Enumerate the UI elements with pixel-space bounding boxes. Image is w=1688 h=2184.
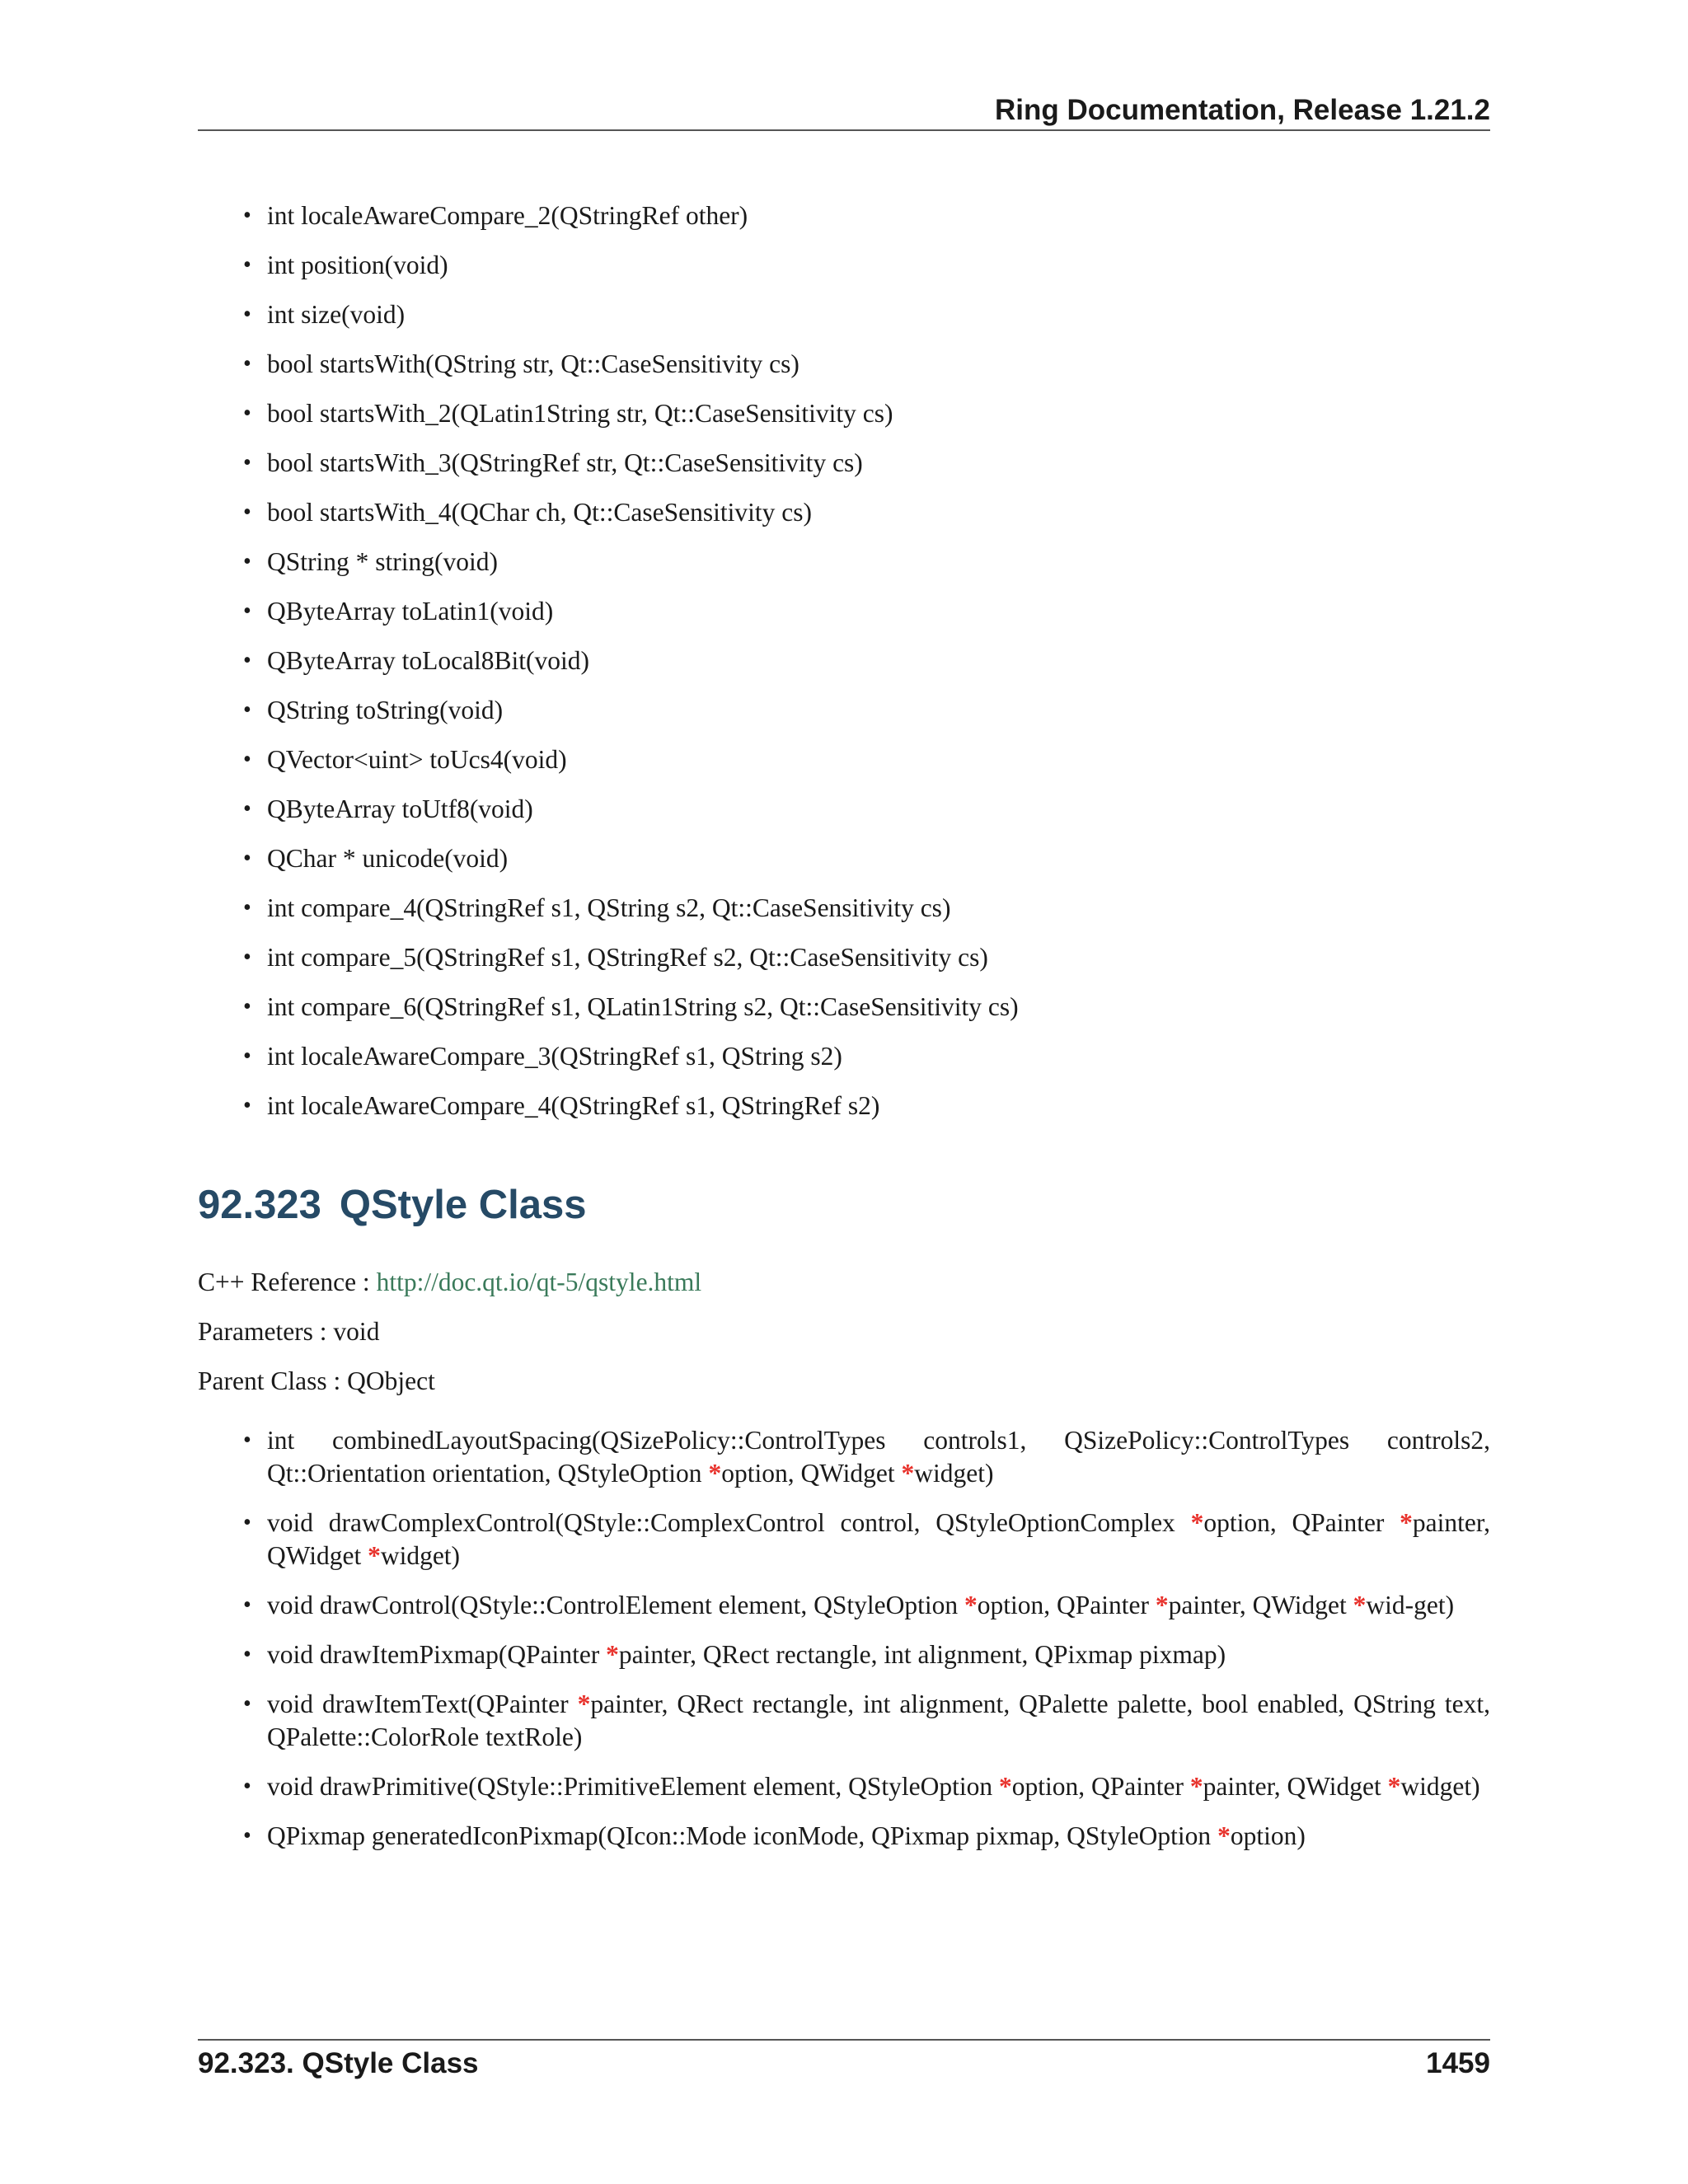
bullet-icon: • xyxy=(243,252,251,278)
method-signature: int size(void) xyxy=(267,300,406,329)
parent-class-line: Parent Class : QObject xyxy=(198,1366,435,1395)
bullet-icon: • xyxy=(243,994,251,1019)
bullet-icon: • xyxy=(243,499,251,525)
bullet-icon: • xyxy=(243,1043,251,1069)
method-text: option, QWidget xyxy=(721,1459,902,1488)
method-signature: bool startsWith_2(QLatin1String str, Qt::CaseSensitivity cs) xyxy=(267,399,893,428)
pointer-marker: * xyxy=(999,1772,1012,1801)
list-item xyxy=(198,199,1490,232)
method-text: widget) xyxy=(380,1541,461,1570)
method-text: void drawPrimitive(QStyle::PrimitiveElement element, QStyleOption xyxy=(267,1772,999,1801)
list-item xyxy=(198,644,1490,677)
pointer-marker: * xyxy=(964,1591,978,1619)
method-signature: int localeAwareCompare_3(QStringRef s1, QString s2) xyxy=(267,1042,842,1071)
method-text: painter, QRect rectangle, int alignment, QPalette palette, bool enabled, QString text, QPalette::ColorRole textRole) xyxy=(267,1690,1490,1751)
method-list-top xyxy=(198,199,1490,1139)
method-text: void drawItemPixmap(QPainter xyxy=(267,1640,607,1669)
list-item xyxy=(198,743,1490,776)
method-text: void drawControl(QStyle::ControlElement element, QStyleOption xyxy=(267,1591,965,1619)
bullet-icon: • xyxy=(243,1642,251,1667)
bullet-icon: • xyxy=(243,796,251,822)
list-item xyxy=(198,941,1490,974)
list-item xyxy=(198,496,1490,529)
list-item xyxy=(198,298,1490,331)
method-text: option, QPainter xyxy=(1203,1508,1400,1537)
list-item xyxy=(198,447,1490,480)
method-signature: int compare_6(QStringRef s1, QLatin1String s2, Qt::CaseSensitivity cs) xyxy=(267,992,1019,1021)
bullet-icon: • xyxy=(243,747,251,772)
list-item xyxy=(198,348,1490,381)
pointer-marker: * xyxy=(606,1640,619,1669)
method-signature: QByteArray toUtf8(void) xyxy=(267,794,533,823)
list-item xyxy=(198,546,1490,579)
method-text: int combinedLayoutSpacing(QSizePolicy::ControlTypes controls1, QSizePolicy::ControlTypes controls2, Qt::Orientation orientation, QStyleOption xyxy=(267,1426,1490,1488)
reference-link[interactable]: http://doc.qt.io/qt-5/qstyle.html xyxy=(376,1268,702,1296)
method-text: option, QPainter xyxy=(977,1591,1156,1619)
method-signature: int compare_5(QStringRef s1, QStringRef s2, Qt::CaseSensitivity cs) xyxy=(267,943,988,972)
pointer-marker: * xyxy=(577,1690,591,1718)
list-item xyxy=(198,892,1490,925)
method-signature: QString * string(void) xyxy=(267,547,498,576)
bullet-icon: • xyxy=(243,1427,251,1453)
bullet-icon: • xyxy=(243,1774,251,1799)
list-item xyxy=(198,1424,1490,1490)
running-header: Ring Documentation, Release 1.21.2 xyxy=(994,94,1490,126)
list-item xyxy=(198,1820,1490,1853)
list-item xyxy=(198,694,1490,727)
bullet-icon: • xyxy=(243,1093,251,1118)
pointer-marker: * xyxy=(901,1459,915,1488)
pointer-marker: * xyxy=(1189,1772,1203,1801)
method-text: widget) xyxy=(914,1459,994,1488)
list-item xyxy=(198,1507,1490,1572)
method-text: option, QPainter xyxy=(1011,1772,1190,1801)
pointer-marker: * xyxy=(1353,1591,1367,1619)
list-item xyxy=(198,842,1490,875)
method-signature: int localeAwareCompare_4(QStringRef s1, QStringRef s2) xyxy=(267,1091,880,1120)
pointer-marker: * xyxy=(368,1541,381,1570)
method-text: wid-get) xyxy=(1366,1591,1455,1619)
header-rule xyxy=(198,129,1490,131)
bullet-icon: • xyxy=(243,648,251,673)
section-number: 92.323 xyxy=(198,1183,321,1227)
list-item xyxy=(198,1040,1490,1073)
bullet-icon: • xyxy=(243,598,251,624)
method-text: QPixmap generatedIconPixmap(QIcon::Mode iconMode, QPixmap pixmap, QStyleOption xyxy=(267,1821,1218,1850)
method-signature: QChar * unicode(void) xyxy=(267,844,509,873)
bullet-icon: • xyxy=(243,697,251,723)
bullet-icon: • xyxy=(243,1823,251,1849)
method-signature: QVector<uint> toUcs4(void) xyxy=(267,745,567,774)
bullet-icon: • xyxy=(243,450,251,476)
method-text: option) xyxy=(1230,1821,1306,1850)
pointer-marker: * xyxy=(1155,1591,1169,1619)
section-title-text: QStyle Class xyxy=(339,1183,587,1227)
page-number: 1459 xyxy=(1426,2047,1490,2079)
bullet-icon: • xyxy=(243,351,251,377)
method-signature: QString toString(void) xyxy=(267,696,504,724)
footer-rule xyxy=(198,2039,1490,2041)
method-text: void drawComplexControl(QStyle::ComplexControl control, QStyleOptionComplex xyxy=(267,1508,1191,1537)
method-text: widget) xyxy=(1400,1772,1480,1801)
list-item xyxy=(198,1770,1490,1803)
reference-line xyxy=(198,1266,701,1299)
bullet-icon: • xyxy=(243,203,251,228)
bullet-icon: • xyxy=(243,1510,251,1535)
method-list-bottom xyxy=(198,1424,1490,1869)
method-signature: int localeAwareCompare_2(QStringRef other) xyxy=(267,201,748,230)
pointer-marker: * xyxy=(708,1459,722,1488)
method-signature: QByteArray toLocal8Bit(void) xyxy=(267,646,590,675)
bullet-icon: • xyxy=(243,401,251,426)
list-item xyxy=(198,793,1490,826)
list-item xyxy=(198,1688,1490,1754)
pointer-marker: * xyxy=(1190,1508,1204,1537)
document-page xyxy=(198,0,1490,2184)
method-text: painter, QRect rectangle, int alignment, QPixmap pixmap) xyxy=(618,1640,1226,1669)
method-signature: int position(void) xyxy=(267,251,448,279)
method-text: painter, QWidget xyxy=(267,1508,1490,1570)
bullet-icon: • xyxy=(243,944,251,970)
section-heading xyxy=(198,1180,586,1230)
bullet-icon: • xyxy=(243,846,251,871)
method-signature: int compare_4(QStringRef s1, QString s2, Qt::CaseSensitivity cs) xyxy=(267,893,951,922)
method-signature: QByteArray toLatin1(void) xyxy=(267,597,554,626)
bullet-icon: • xyxy=(243,1592,251,1618)
bullet-icon: • xyxy=(243,549,251,574)
bullet-icon: • xyxy=(243,1691,251,1717)
list-item xyxy=(198,249,1490,282)
list-item xyxy=(198,991,1490,1024)
footer-section: 92.323. QStyle Class xyxy=(198,2047,479,2079)
list-item xyxy=(198,595,1490,628)
list-item xyxy=(198,1090,1490,1122)
method-signature: bool startsWith_3(QStringRef str, Qt::CaseSensitivity cs) xyxy=(267,448,863,477)
list-item xyxy=(198,1589,1490,1622)
method-text: void drawItemText(QPainter xyxy=(267,1690,578,1718)
bullet-icon: • xyxy=(243,895,251,921)
pointer-marker: * xyxy=(1387,1772,1401,1801)
reference-label: C++ Reference : xyxy=(198,1268,377,1296)
method-text: painter, QWidget xyxy=(1203,1772,1388,1801)
list-item xyxy=(198,1638,1490,1671)
pointer-marker: * xyxy=(1217,1821,1231,1850)
method-signature: bool startsWith(QString str, Qt::CaseSensitivity cs) xyxy=(267,349,799,378)
bullet-icon: • xyxy=(243,302,251,327)
method-signature: bool startsWith_4(QChar ch, Qt::CaseSensitivity cs) xyxy=(267,498,813,527)
method-text: painter, QWidget xyxy=(1168,1591,1353,1619)
pointer-marker: * xyxy=(1400,1508,1413,1537)
list-item xyxy=(198,397,1490,430)
parameters-line: Parameters : void xyxy=(198,1317,380,1346)
